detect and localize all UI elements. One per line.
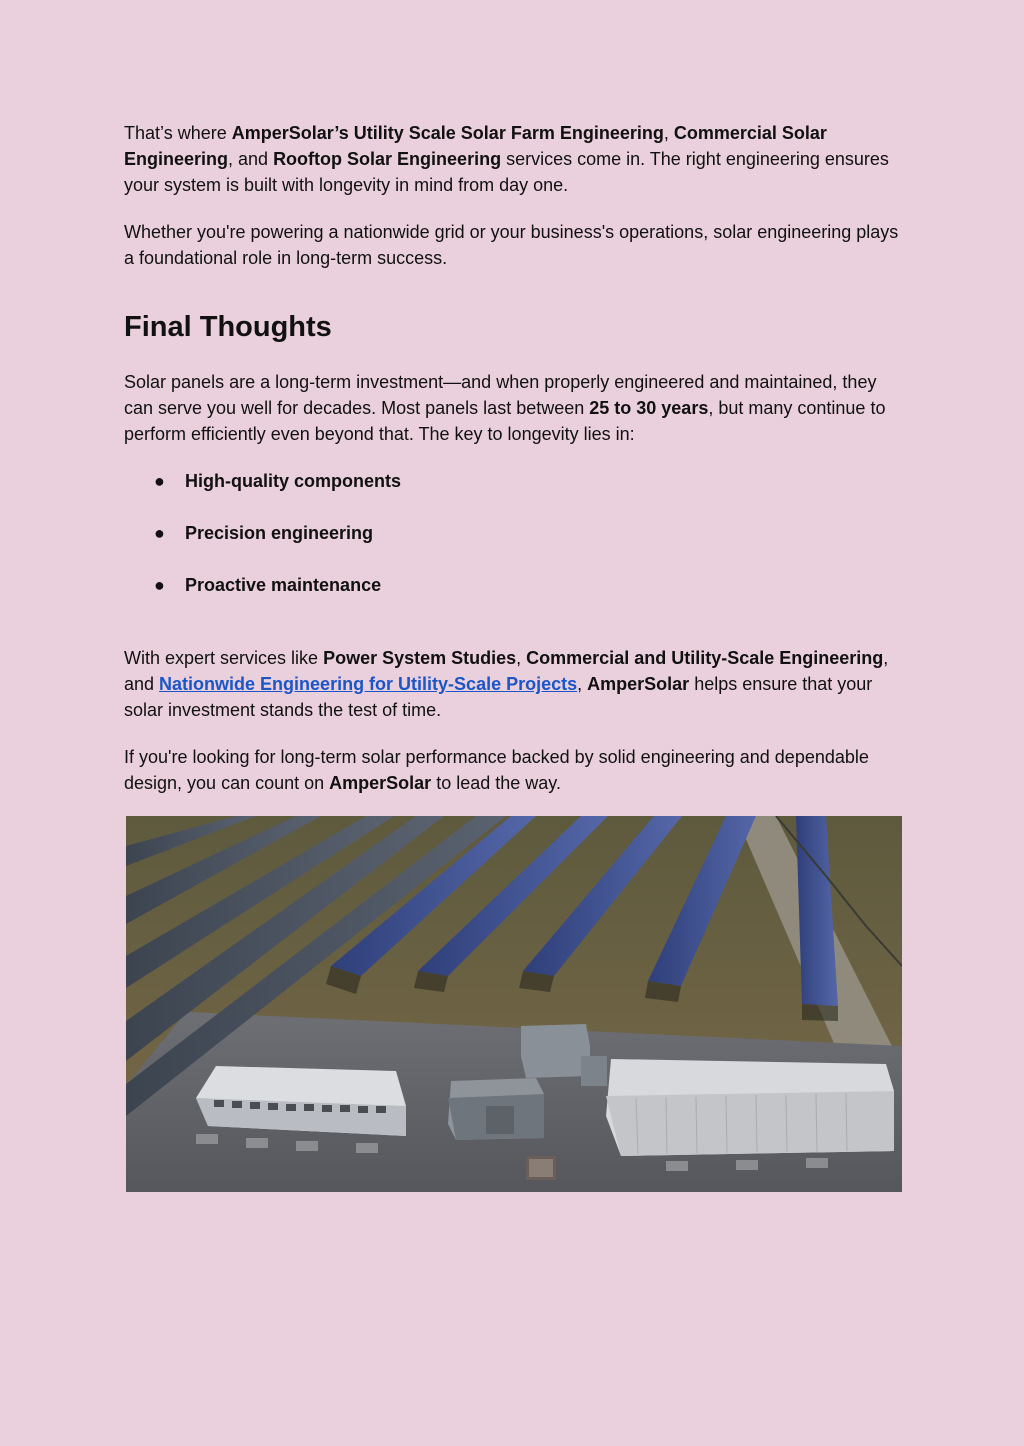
paragraph-expert-services: With expert services like Power System Studies, Commercial and Utility-Scale Engineering, and Nationwide Engineering for Utility-Scale Projects, AmperSolar helps ensure that your solar investment stands the test of time. [124, 648, 889, 720]
bold-power-system-studies: Power System Studies [323, 648, 517, 668]
bold-commercial-utility-engineering: Commercial and Utility-Scale Engineering [526, 648, 884, 668]
bold-lifespan: 25 to 30 years [589, 398, 709, 418]
list-item: ● High-quality components [154, 468, 904, 494]
bold-rooftop-engineering: Rooftop Solar Engineering [273, 149, 502, 169]
list-item: ● Proactive maintenance [154, 572, 904, 598]
bold-ampersolar: AmperSolar [587, 674, 690, 694]
bullet-icon: ● [154, 523, 165, 543]
paragraph-long-term-investment: Solar panels are a long-term investment—and when properly engineered and maintained, they can serve you well for decades. Most panels last between 25 to 30 years, but many continue to perform efficiently even beyond that. The key to longevity lies in: [124, 372, 886, 444]
longevity-list [124, 468, 904, 598]
bold-utility-scale-engineering: AmperSolar’s Utility Scale Solar Farm Engineering [231, 123, 664, 143]
paragraph-closing: If you're looking for long-term solar performance backed by solid engineering and dependable design, you can count on AmperSolar to lead the way. [124, 747, 869, 793]
bullet-icon: ● [154, 471, 165, 491]
bold-ampersolar: AmperSolar [329, 773, 432, 793]
article-body [124, 120, 904, 796]
list-item: ● Precision engineering [154, 520, 904, 546]
bullet-icon: ● [154, 575, 165, 595]
nationwide-engineering-link[interactable]: Nationwide Engineering for Utility-Scale Projects [159, 674, 578, 694]
paragraph-engineering-services: That’s where AmperSolar’s Utility Scale Solar Farm Engineering, Commercial Solar Engineering, and Rooftop Solar Engineering services come in. The right engineering ensures your system is built with longevity in mind from day one. [124, 123, 889, 195]
section-heading: Final Thoughts [124, 311, 332, 343]
solar-farm-illustration [126, 816, 902, 1192]
solar-farm-photo [126, 816, 902, 1192]
bold-commercial-engineering: Commercial Solar Engineering [124, 123, 827, 169]
paragraph-foundational-role: Whether you're powering a nationwide grid or your business's operations, solar engineering plays a foundational role in long-term success. [124, 222, 899, 268]
